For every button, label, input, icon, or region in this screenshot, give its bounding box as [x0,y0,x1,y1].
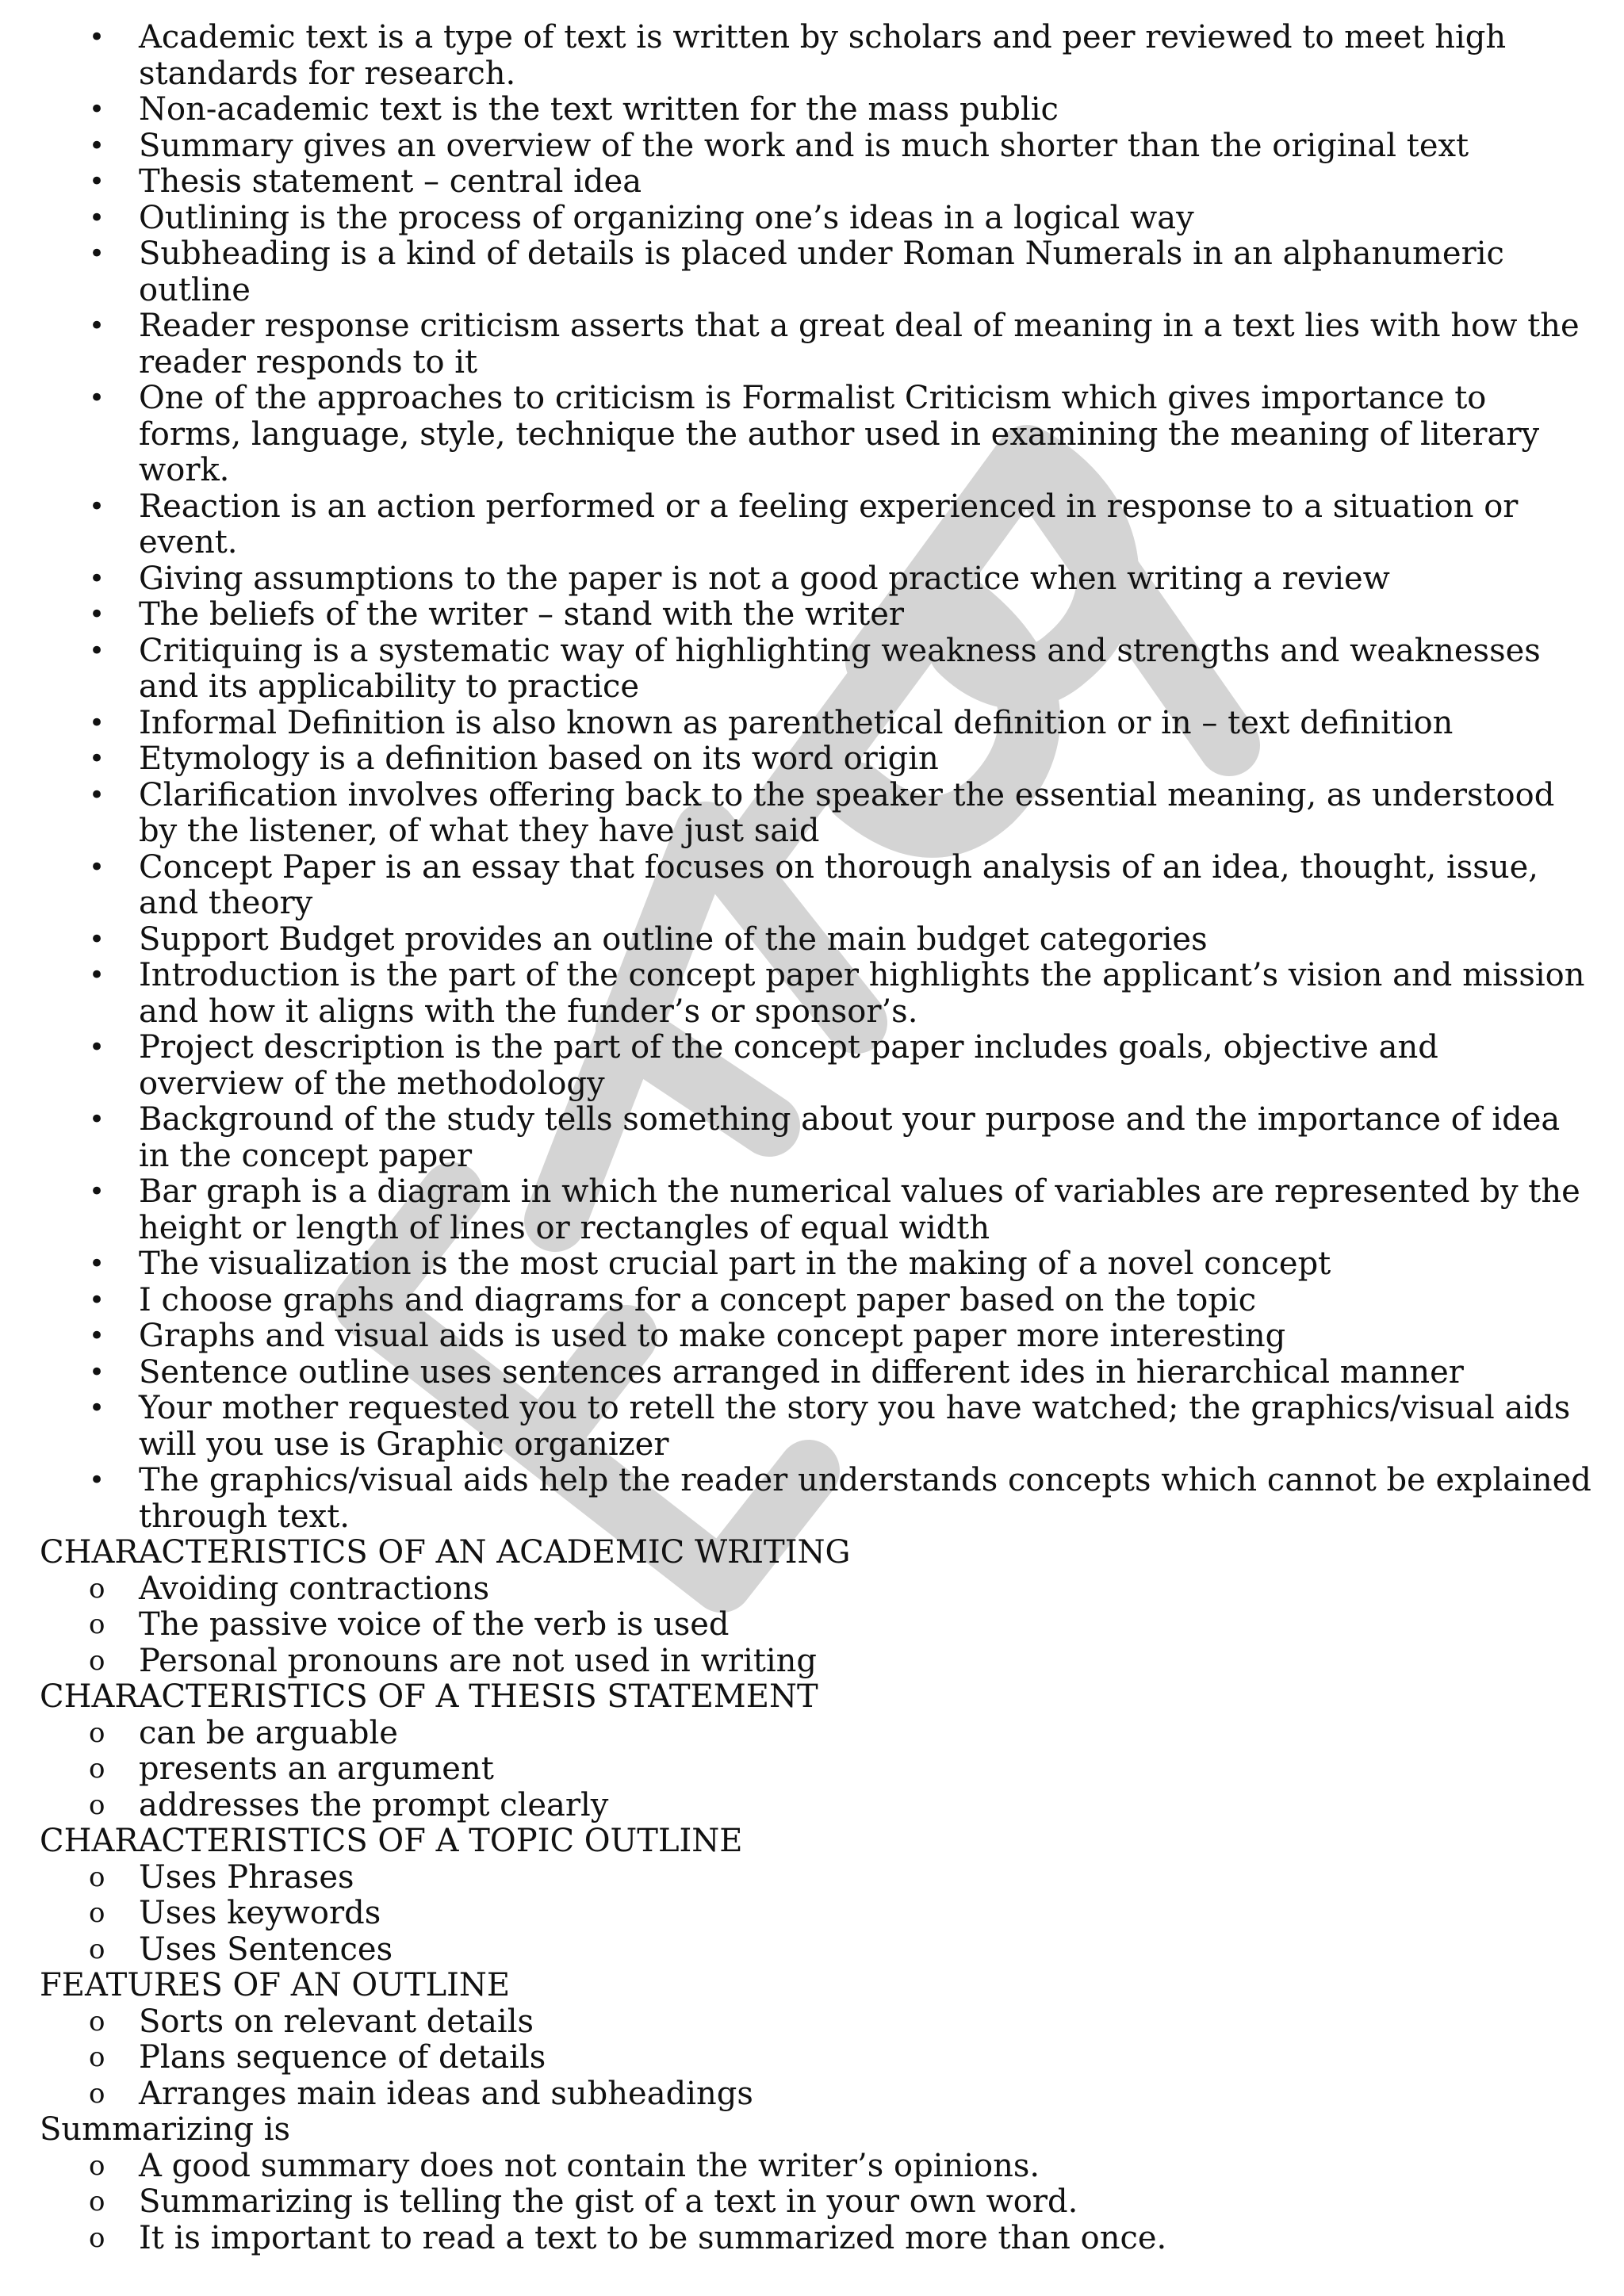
bullet-item [0,850,1624,922]
bullet-marker: • [89,562,105,595]
section-item-list [0,2149,1624,2257]
bullet-text: Critiquing is a systematic way of highlighting weakness and strengths and weaknesses and its applicability to practice [139,632,1541,705]
bullet-marker: • [89,21,105,53]
sub-bullet-marker: o [89,2186,105,2218]
section-item-text: Avoiding contractions [139,1570,490,1607]
sub-bullet-marker: o [89,1753,105,1785]
bullet-text: Bar graph is a diagram in which the numerical values of variables are represented by the height or length of lines or rectangles of equal width [139,1173,1580,1246]
bullet-marker: • [89,923,105,955]
section-item-text: A good summary does not contain the writer’s opinions. [139,2147,1040,2184]
bullet-item [0,1246,1624,1283]
bullet-item [0,1318,1624,1355]
bullet-item [0,778,1624,850]
bullet-item [0,922,1624,959]
bullet-item [0,706,1624,742]
sub-bullet-marker: o [89,2221,105,2254]
section-heading: CHARACTERISTICS OF A TOPIC OUTLINE [40,1823,743,1859]
bullet-marker: • [89,310,105,342]
bullet-text: The visualization is the most crucial part in the making of a novel concept [139,1246,1331,1282]
sub-bullet-marker: o [89,1609,105,1640]
bullet-text: Outlining is the process of organizing one’s ideas in a logical way [139,199,1194,236]
bullet-text: I choose graphs and diagrams for a concept paper based on the topic [139,1281,1257,1318]
bullet-text: One of the approaches to criticism is Formalist Criticism which gives importance to forms, language, style, technique the author used in examining the meaning of literary work. [139,380,1540,488]
bullet-text: Giving assumptions to the paper is not a good practice when writing a review [139,560,1390,597]
section-item [0,2076,1624,2113]
sub-bullet-marker: o [89,1644,105,1677]
bullet-text: Clarification involves offering back to the speaker the essential meaning, as understood by the listener, of what they have just said [139,776,1555,849]
section-heading: CHARACTERISTICS OF AN ACADEMIC WRITING [40,1534,851,1571]
bullet-item [0,958,1624,1030]
section-item [0,1644,1624,1680]
bullet-marker: • [89,201,105,234]
section-item [0,1751,1624,1788]
bullet-marker: • [89,779,105,811]
bullet-item [0,20,1624,92]
bullet-item [0,633,1624,706]
bullet-item [0,381,1624,489]
sub-bullet-marker: o [89,2005,105,2038]
bullet-marker: • [89,1248,105,1280]
bullet-item [0,128,1624,165]
sections-container [0,1535,1624,2256]
section-heading: Summarizing is [40,2111,291,2148]
bullet-marker: • [89,1176,105,1207]
bullet-marker: • [89,599,105,630]
section-item-text: Uses Sentences [139,1931,393,1968]
bullet-text: Introduction is the part of the concept paper highlights the applicant’s vision and mission and how it aligns with the funder’s or sponsor’s. [139,957,1585,1030]
bullet-item [0,1355,1624,1391]
section-item [0,1788,1624,1824]
bullet-marker: • [89,959,105,991]
section-item-text: can be arguable [139,1714,398,1751]
bullet-marker: • [89,382,105,414]
bullet-item [0,236,1624,308]
section-item [0,1896,1624,1932]
bullet-text: Background of the study tells something about your purpose and the importance of idea in the concept paper [139,1101,1561,1174]
section-item-text: Arranges main ideas and subheadings [139,2075,753,2112]
bullet-text: Subheading is a kind of details is placed under Roman Numerals in an alphanumeric outline [139,235,1504,308]
bullet-marker: • [89,1392,105,1424]
bullet-item [0,92,1624,128]
section-item [0,1607,1624,1644]
bullet-item [0,741,1624,778]
bullet-text: The graphics/visual aids help the reader understands concepts which cannot be explained through text. [139,1462,1591,1535]
sub-bullet-marker: o [89,1933,105,1965]
section-item-list [0,1860,1624,1969]
bullet-marker: • [89,1356,105,1388]
bullet-marker: • [89,1031,105,1063]
sub-bullet-marker: o [89,1716,105,1749]
bullet-marker: • [89,1104,105,1135]
section-heading: CHARACTERISTICS OF A THESIS STATEMENT [40,1678,818,1715]
section-item-text: Uses keywords [139,1895,381,1931]
bullet-text: Your mother requested you to retell the story you have watched; the graphics/visual aids will you use is Graphic organizer [139,1390,1571,1463]
section-item [0,1932,1624,1969]
bullet-item [0,1283,1624,1319]
section-heading: FEATURES OF AN OUTLINE [40,1967,511,2003]
main-bullet-list [0,20,1624,1535]
bullet-marker: • [89,129,105,162]
bullet-marker: • [89,94,105,125]
bullet-text: Summary gives an overview of the work and is much shorter than the original text [139,127,1469,164]
section-item-list [0,1571,1624,1680]
section-item [0,2221,1624,2257]
bullet-marker: • [89,743,105,775]
bullet-item [0,1030,1624,1102]
bullet-text: Non-academic text is the text written for the mass public [139,91,1059,128]
bullet-text: Project description is the part of the concept paper includes goals, objective and overview of the methodology [139,1029,1438,1102]
bullet-item [0,561,1624,598]
section-item [0,1571,1624,1608]
bullet-marker: • [89,1320,105,1352]
bullet-text: Sentence outline uses sentences arranged in different ides in hierarchical manner [139,1353,1464,1391]
bullet-text: Academic text is a type of text is written by scholars and peer reviewed to meet high standards for research. [139,19,1507,92]
section-item-text: It is important to read a text to be summarized more than once. [139,2219,1167,2256]
sub-bullet-marker: o [89,1897,105,1929]
bullet-text: Graphs and visual aids is used to make concept paper more interesting [139,1318,1286,1354]
bullet-marker: • [89,1464,105,1496]
section-item-list [0,1716,1624,1824]
sub-bullet-marker: o [89,2077,105,2110]
bullet-marker: • [89,1284,105,1316]
sub-bullet-marker: o [89,1861,105,1893]
section-item [0,1716,1624,1752]
bullet-item [0,1174,1624,1246]
bullet-item [0,201,1624,237]
section-item-list [0,2004,1624,2113]
bullet-text: Reaction is an action performed or a feeling experienced in response to a situation or event. [139,488,1519,561]
section-item-text: Uses Phrases [139,1858,354,1896]
bullet-item [0,489,1624,561]
section-item [0,2040,1624,2076]
sub-bullet-marker: o [89,1572,105,1605]
bullet-marker: • [89,166,105,197]
bullet-text: Reader response criticism asserts that a great deal of meaning in a text lies with how the reader responds to it [139,308,1580,381]
section-item-text: presents an argument [139,1751,494,1787]
bullet-text: Concept Paper is an essay that focuses on thorough analysis of an idea, thought, issue, and theory [139,848,1538,921]
bullet-text: Thesis statement – central idea [139,163,642,200]
bullet-marker: • [89,490,105,522]
bullet-text: The beliefs of the writer – stand with the writer [139,596,905,633]
bullet-marker: • [89,238,105,270]
bullet-item [0,164,1624,201]
bullet-item [0,1463,1624,1535]
section-item-text: Sorts on relevant details [139,2003,534,2040]
sub-bullet-marker: o [89,2149,105,2182]
section-item [0,2004,1624,2041]
sub-bullet-marker: o [89,1789,105,1821]
bullet-text: Support Budget provides an outline of the main budget categories [139,920,1208,958]
bullet-marker: • [89,706,105,739]
section-item [0,2149,1624,2185]
bullet-text: Informal Definition is also known as parenthetical definition or in – text definition [139,704,1454,741]
bullet-item [0,597,1624,633]
section-item-text: Summarizing is telling the gist of a text in your own word. [139,2183,1078,2220]
sub-bullet-marker: o [89,2042,105,2073]
bullet-item [0,308,1624,381]
section-item-text: Personal pronouns are not used in writing [139,1642,817,1679]
bullet-marker: • [89,851,105,883]
section-item [0,1860,1624,1896]
section-item-text: addresses the prompt clearly [139,1786,609,1823]
section-item-text: The passive voice of the verb is used [139,1606,730,1643]
bullet-item [0,1102,1624,1174]
section-item-text: Plans sequence of details [139,2039,546,2076]
bullet-marker: • [89,634,105,667]
bullet-text: Etymology is a definition based on its word origin [139,740,939,777]
bullet-item [0,1391,1624,1463]
section-item [0,2184,1624,2221]
